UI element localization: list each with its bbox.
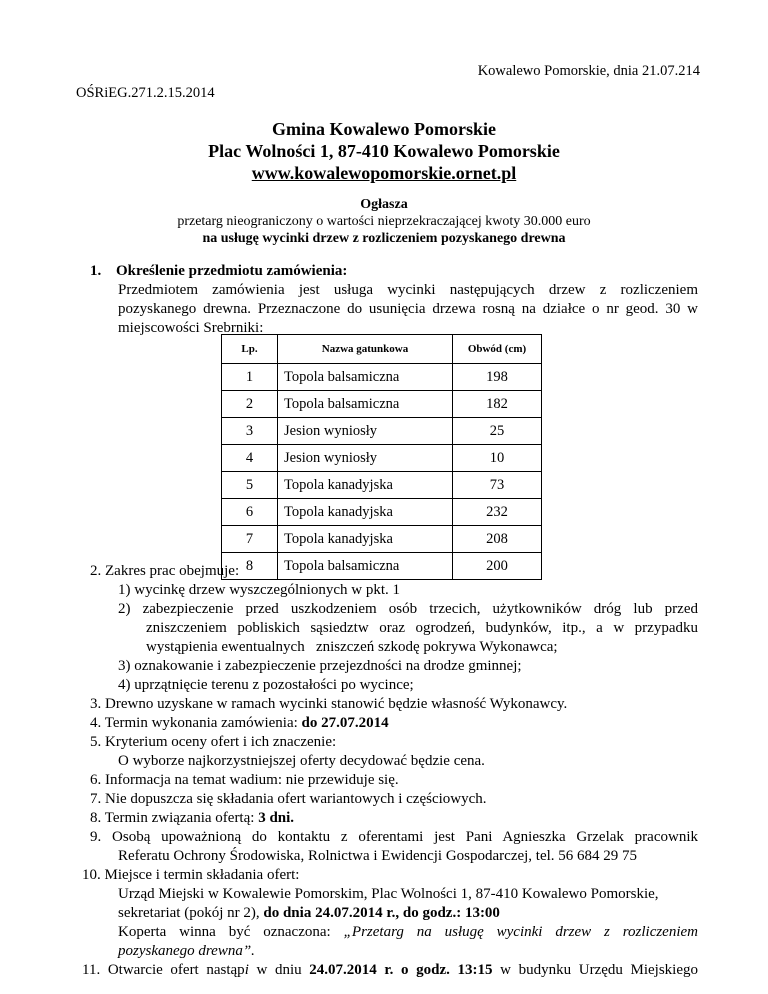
- item-8: 8. Termin związania ofertą: 3 dni.: [90, 810, 295, 826]
- cell-circumference: 198: [453, 364, 542, 391]
- cell-lp: 4: [222, 445, 278, 472]
- subitem-4: 4) uprzątnięcie terenu z pozostałości po wycince;: [118, 677, 414, 693]
- table-row: [222, 472, 542, 499]
- item-3: 3. Drewno uzyskane w ramach wycinki stanowić będzie własność Wykonawcy.: [90, 696, 568, 712]
- cell-circumference: 25: [453, 418, 542, 445]
- cell-lp: 5: [222, 472, 278, 499]
- cell-species: Topola balsamiczna: [278, 364, 453, 391]
- item-4: 4. Termin wykonania zamówienia: do 27.07.2014: [90, 715, 389, 731]
- item-7: 7. Nie dopuszcza się składania ofert wariantowych i częściowych.: [90, 791, 487, 807]
- cell-species: Topola kanadyjska: [278, 472, 453, 499]
- document-date: Kowalewo Pomorskie, dnia 21.07.214: [477, 63, 700, 79]
- item-10b: sekretariat (pokój nr 2), do dnia 24.07.2014 r., do godz.: 13:00: [118, 905, 500, 921]
- cell-species: Topola balsamiczna: [278, 553, 453, 580]
- cell-species: Jesion wyniosły: [278, 445, 453, 472]
- cell-circumference: 73: [453, 472, 542, 499]
- table-row: [222, 418, 542, 445]
- subitem-3: 3) oznakowanie i zabezpieczenie przejezdności na drodze gminnej;: [118, 658, 522, 674]
- cell-lp: 3: [222, 418, 278, 445]
- table-row: [222, 499, 542, 526]
- cell-circumference: 10: [453, 445, 542, 472]
- section-1-heading: 1. Określenie przedmiotu zamówienia:: [90, 263, 348, 279]
- item-5-detail: O wyborze najkorzystniejszej oferty decydować będzie cena.: [118, 753, 485, 769]
- issuer-name: Gmina Kowalewo Pomorskie: [272, 119, 496, 139]
- cell-circumference: 208: [453, 526, 542, 553]
- cell-lp: 6: [222, 499, 278, 526]
- issuer-website-link[interactable]: www.kowalewopomorskie.ornet.pl: [251, 163, 517, 183]
- cell-circumference: 200: [453, 553, 542, 580]
- item-10c: Koperta winna być oznaczona: „Przetarg na usługę wycinki drzew z rozliczeniem: [118, 924, 698, 940]
- cell-species: Topola kanadyjska: [278, 526, 453, 553]
- subitem-2c: wystąpienia ewentualnych zniszczeń szkodę pokrywa Wykonawca;: [146, 639, 558, 655]
- table-row: [222, 391, 542, 418]
- item-5: 5. Kryterium oceny ofert i ich znaczenie:: [90, 734, 337, 750]
- cell-lp: 8: [222, 553, 278, 580]
- col-header-circumference: Obwód (cm): [453, 335, 542, 364]
- item-2: 2. Zakres prac obejmuje:: [90, 563, 240, 579]
- subitem-1: 1) wycinkę drzew wyszczególnionych w pkt. 1: [118, 582, 400, 598]
- subitem-2a: 2) zabezpieczenie przed uszkodzeniem osób trzecich, użytkowników dróg lub przed: [118, 601, 698, 617]
- trees-table: [221, 334, 542, 580]
- cell-species: Jesion wyniosły: [278, 418, 453, 445]
- item-9b: Referatu Ochrony Środowiska, Rolnictwa i Ewidencji Gospodarczej, tel. 56 684 29 75: [118, 848, 638, 864]
- issuer-address: Plac Wolności 1, 87-410 Kowalewo Pomorskie: [208, 141, 560, 161]
- reference-number: OŚRiEG.271.2.15.2014: [76, 85, 215, 101]
- item-10d: pozyskanego drewna”.: [118, 943, 255, 959]
- cell-species: Topola kanadyjska: [278, 499, 453, 526]
- announce-description: przetarg nieograniczony o wartości nieprzekraczającej kwoty 30.000 euro: [177, 214, 591, 229]
- cell-lp: 7: [222, 526, 278, 553]
- item-10: 10. Miejsce i termin składania ofert:: [82, 867, 300, 883]
- item-10a: Urząd Miejski w Kowalewie Pomorskim, Plac Wolności 1, 87-410 Kowalewo Pomorskie,: [118, 886, 659, 902]
- cell-species: Topola balsamiczna: [278, 391, 453, 418]
- table-header-row: [222, 335, 542, 364]
- table-row: [222, 526, 542, 553]
- table-row: [222, 445, 542, 472]
- announce-heading: Ogłasza: [360, 197, 408, 212]
- cell-lp: 2: [222, 391, 278, 418]
- subitem-2b: zniszczeniem pobliskich sąsiedztw oraz ogrodzeń, budynków, itp., a w przypadku: [146, 620, 698, 636]
- item-9a: 9. Osobą upoważnioną do kontaktu z oferentami jest Pani Agnieszka Grzelak pracownik: [90, 829, 698, 845]
- announce-subject: na usługę wycinki drzew z rozliczeniem pozyskanego drewna: [202, 231, 566, 246]
- item-11: 11. Otwarcie ofert nastąpi w dniu 24.07.2014 r. o godz. 13:15 w budynku Urzędu Miejskiego: [82, 962, 699, 978]
- col-header-species: Nazwa gatunkowa: [278, 335, 453, 364]
- col-header-lp: Lp.: [222, 335, 278, 364]
- cell-circumference: 182: [453, 391, 542, 418]
- cell-circumference: 232: [453, 499, 542, 526]
- cell-lp: 1: [222, 364, 278, 391]
- table-row: [222, 364, 542, 391]
- item-6: 6. Informacja na temat wadium: nie przewiduje się.: [90, 772, 399, 788]
- section-1-text: Przedmiotem zamówienia jest usługa wycinki następujących drzew z rozliczeniem pozyskanego drewna. Przeznaczone do usunięcia drzewa rosną na działce o nr geod. 30 w miejscowości Srebrniki:: [118, 282, 698, 336]
